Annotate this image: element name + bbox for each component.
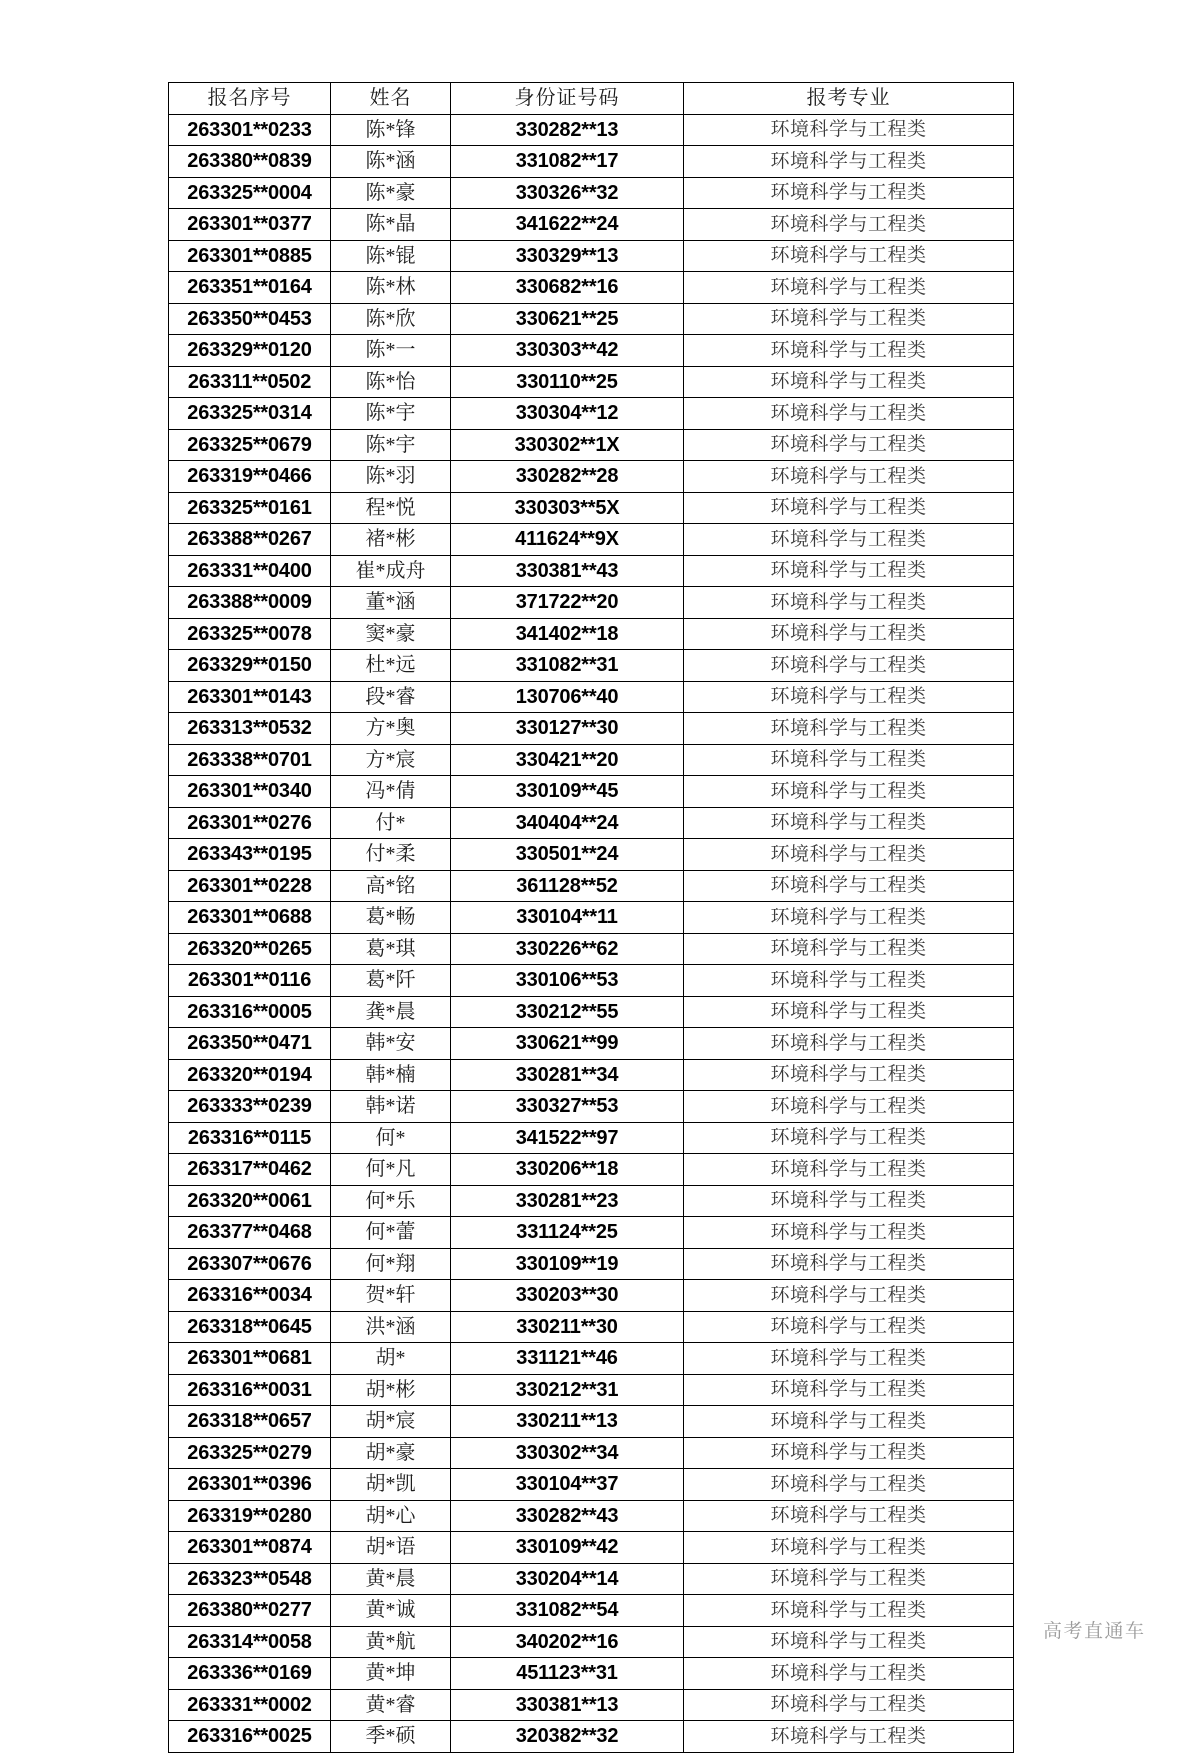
cell-name: 黄*航 bbox=[331, 1626, 451, 1658]
cell-idcard: 330329**13 bbox=[451, 240, 684, 272]
cell-serial: 263301**0396 bbox=[169, 1469, 331, 1501]
cell-name: 葛*琪 bbox=[331, 933, 451, 965]
cell-name: 陈*涵 bbox=[331, 146, 451, 178]
cell-idcard: 330381**43 bbox=[451, 555, 684, 587]
table-row bbox=[169, 1374, 1014, 1406]
cell-serial: 263343**0195 bbox=[169, 839, 331, 871]
table-row bbox=[169, 618, 1014, 650]
cell-serial: 263325**0314 bbox=[169, 398, 331, 430]
cell-idcard: 361128**52 bbox=[451, 870, 684, 902]
table-row bbox=[169, 1028, 1014, 1060]
cell-major: 环境科学与工程类 bbox=[684, 1217, 1014, 1249]
cell-idcard: 330110**25 bbox=[451, 366, 684, 398]
cell-idcard: 330421**20 bbox=[451, 744, 684, 776]
cell-name: 方*宸 bbox=[331, 744, 451, 776]
cell-name: 黄*诚 bbox=[331, 1595, 451, 1627]
cell-idcard: 330621**99 bbox=[451, 1028, 684, 1060]
cell-name: 何*凡 bbox=[331, 1154, 451, 1186]
cell-major: 环境科学与工程类 bbox=[684, 1185, 1014, 1217]
table-row bbox=[169, 146, 1014, 178]
cell-name: 胡*凯 bbox=[331, 1469, 451, 1501]
cell-serial: 263307**0676 bbox=[169, 1248, 331, 1280]
cell-serial: 263325**0004 bbox=[169, 177, 331, 209]
cell-idcard: 330109**45 bbox=[451, 776, 684, 808]
table-row bbox=[169, 1595, 1014, 1627]
table-row bbox=[169, 177, 1014, 209]
table-row bbox=[169, 1343, 1014, 1375]
cell-name: 董*涵 bbox=[331, 587, 451, 619]
cell-name: 何*翔 bbox=[331, 1248, 451, 1280]
cell-major: 环境科学与工程类 bbox=[684, 902, 1014, 934]
cell-name: 胡*心 bbox=[331, 1500, 451, 1532]
cell-serial: 263316**0115 bbox=[169, 1122, 331, 1154]
table-row bbox=[169, 870, 1014, 902]
applicant-roster-table bbox=[168, 82, 1014, 1753]
table-row bbox=[169, 272, 1014, 304]
cell-serial: 263319**0466 bbox=[169, 461, 331, 493]
cell-name: 陈*林 bbox=[331, 272, 451, 304]
cell-name: 葛*阡 bbox=[331, 965, 451, 997]
cell-major: 环境科学与工程类 bbox=[684, 1626, 1014, 1658]
cell-name: 杜*远 bbox=[331, 650, 451, 682]
table-row bbox=[169, 1406, 1014, 1438]
cell-name: 葛*畅 bbox=[331, 902, 451, 934]
table-row bbox=[169, 366, 1014, 398]
cell-serial: 263301**0377 bbox=[169, 209, 331, 241]
cell-name: 陈*一 bbox=[331, 335, 451, 367]
cell-major: 环境科学与工程类 bbox=[684, 335, 1014, 367]
column-header-name: 姓名 bbox=[331, 83, 451, 115]
table-row bbox=[169, 429, 1014, 461]
cell-idcard: 330104**37 bbox=[451, 1469, 684, 1501]
cell-major: 环境科学与工程类 bbox=[684, 870, 1014, 902]
cell-name: 季*硕 bbox=[331, 1721, 451, 1753]
table-row bbox=[169, 1059, 1014, 1091]
cell-idcard: 330381**13 bbox=[451, 1689, 684, 1721]
cell-major: 环境科学与工程类 bbox=[684, 366, 1014, 398]
cell-name: 何*蕾 bbox=[331, 1217, 451, 1249]
table-row bbox=[169, 1532, 1014, 1564]
cell-serial: 263325**0161 bbox=[169, 492, 331, 524]
cell-idcard: 330104**11 bbox=[451, 902, 684, 934]
cell-serial: 263301**0116 bbox=[169, 965, 331, 997]
column-header-major: 报考专业 bbox=[684, 83, 1014, 115]
cell-serial: 263313**0532 bbox=[169, 713, 331, 745]
cell-idcard: 331124**25 bbox=[451, 1217, 684, 1249]
cell-major: 环境科学与工程类 bbox=[684, 618, 1014, 650]
column-header-serial: 报名序号 bbox=[169, 83, 331, 115]
cell-major: 环境科学与工程类 bbox=[684, 1595, 1014, 1627]
cell-serial: 263316**0005 bbox=[169, 996, 331, 1028]
column-header-idcard: 身份证号码 bbox=[451, 83, 684, 115]
cell-idcard: 130706**40 bbox=[451, 681, 684, 713]
cell-serial: 263377**0468 bbox=[169, 1217, 331, 1249]
cell-idcard: 320382**32 bbox=[451, 1721, 684, 1753]
table-row bbox=[169, 524, 1014, 556]
cell-serial: 263350**0471 bbox=[169, 1028, 331, 1060]
cell-serial: 263318**0645 bbox=[169, 1311, 331, 1343]
cell-major: 环境科学与工程类 bbox=[684, 1311, 1014, 1343]
table-row bbox=[169, 681, 1014, 713]
cell-idcard: 331082**31 bbox=[451, 650, 684, 682]
cell-name: 韩*安 bbox=[331, 1028, 451, 1060]
cell-name: 胡*语 bbox=[331, 1532, 451, 1564]
cell-idcard: 411624**9X bbox=[451, 524, 684, 556]
cell-name: 方*奥 bbox=[331, 713, 451, 745]
table-row bbox=[169, 776, 1014, 808]
cell-idcard: 330281**23 bbox=[451, 1185, 684, 1217]
cell-major: 环境科学与工程类 bbox=[684, 1469, 1014, 1501]
table-row bbox=[169, 744, 1014, 776]
cell-name: 付* bbox=[331, 807, 451, 839]
cell-major: 环境科学与工程类 bbox=[684, 398, 1014, 430]
cell-serial: 263388**0009 bbox=[169, 587, 331, 619]
cell-serial: 263316**0031 bbox=[169, 1374, 331, 1406]
cell-serial: 263301**0276 bbox=[169, 807, 331, 839]
cell-name: 韩*诺 bbox=[331, 1091, 451, 1123]
table-row bbox=[169, 461, 1014, 493]
table-row bbox=[169, 492, 1014, 524]
table-row bbox=[169, 1248, 1014, 1280]
cell-name: 胡*豪 bbox=[331, 1437, 451, 1469]
cell-major: 环境科学与工程类 bbox=[684, 933, 1014, 965]
cell-name: 韩*楠 bbox=[331, 1059, 451, 1091]
cell-name: 黄*坤 bbox=[331, 1658, 451, 1690]
cell-serial: 263336**0169 bbox=[169, 1658, 331, 1690]
table-row bbox=[169, 1721, 1014, 1753]
cell-idcard: 330211**13 bbox=[451, 1406, 684, 1438]
cell-name: 程*悦 bbox=[331, 492, 451, 524]
cell-serial: 263301**0874 bbox=[169, 1532, 331, 1564]
cell-name: 何*乐 bbox=[331, 1185, 451, 1217]
cell-serial: 263338**0701 bbox=[169, 744, 331, 776]
cell-name: 洪*涵 bbox=[331, 1311, 451, 1343]
cell-serial: 263331**0002 bbox=[169, 1689, 331, 1721]
cell-major: 环境科学与工程类 bbox=[684, 1028, 1014, 1060]
table-row bbox=[169, 1658, 1014, 1690]
table-row bbox=[169, 1154, 1014, 1186]
table-row bbox=[169, 587, 1014, 619]
cell-major: 环境科学与工程类 bbox=[684, 839, 1014, 871]
cell-serial: 263323**0548 bbox=[169, 1563, 331, 1595]
cell-name: 陈*怡 bbox=[331, 366, 451, 398]
table-row bbox=[169, 965, 1014, 997]
cell-major: 环境科学与工程类 bbox=[684, 1343, 1014, 1375]
cell-major: 环境科学与工程类 bbox=[684, 1122, 1014, 1154]
cell-major: 环境科学与工程类 bbox=[684, 146, 1014, 178]
cell-serial: 263301**0143 bbox=[169, 681, 331, 713]
cell-name: 陈*锟 bbox=[331, 240, 451, 272]
cell-major: 环境科学与工程类 bbox=[684, 303, 1014, 335]
cell-idcard: 330212**31 bbox=[451, 1374, 684, 1406]
table-row bbox=[169, 1280, 1014, 1312]
cell-major: 环境科学与工程类 bbox=[684, 587, 1014, 619]
cell-major: 环境科学与工程类 bbox=[684, 209, 1014, 241]
cell-serial: 263301**0688 bbox=[169, 902, 331, 934]
cell-serial: 263301**0340 bbox=[169, 776, 331, 808]
cell-serial: 263380**0839 bbox=[169, 146, 331, 178]
cell-idcard: 330327**53 bbox=[451, 1091, 684, 1123]
cell-idcard: 330106**53 bbox=[451, 965, 684, 997]
cell-serial: 263333**0239 bbox=[169, 1091, 331, 1123]
cell-major: 环境科学与工程类 bbox=[684, 1689, 1014, 1721]
table-row bbox=[169, 807, 1014, 839]
cell-major: 环境科学与工程类 bbox=[684, 744, 1014, 776]
cell-idcard: 341402**18 bbox=[451, 618, 684, 650]
cell-serial: 263301**0233 bbox=[169, 114, 331, 146]
cell-name: 陈*豪 bbox=[331, 177, 451, 209]
cell-major: 环境科学与工程类 bbox=[684, 1059, 1014, 1091]
cell-idcard: 330281**34 bbox=[451, 1059, 684, 1091]
table-row bbox=[169, 902, 1014, 934]
table-header bbox=[169, 83, 1014, 115]
cell-major: 环境科学与工程类 bbox=[684, 776, 1014, 808]
table-row bbox=[169, 1563, 1014, 1595]
cell-idcard: 340202**16 bbox=[451, 1626, 684, 1658]
cell-name: 陈*宇 bbox=[331, 398, 451, 430]
cell-idcard: 330282**28 bbox=[451, 461, 684, 493]
cell-serial: 263320**0194 bbox=[169, 1059, 331, 1091]
cell-idcard: 330109**19 bbox=[451, 1248, 684, 1280]
table-row bbox=[169, 398, 1014, 430]
cell-serial: 263325**0679 bbox=[169, 429, 331, 461]
cell-idcard: 330204**14 bbox=[451, 1563, 684, 1595]
cell-serial: 263350**0453 bbox=[169, 303, 331, 335]
table-header-row bbox=[169, 83, 1014, 115]
cell-idcard: 330326**32 bbox=[451, 177, 684, 209]
cell-major: 环境科学与工程类 bbox=[684, 1437, 1014, 1469]
table-row bbox=[169, 996, 1014, 1028]
cell-idcard: 451123**31 bbox=[451, 1658, 684, 1690]
cell-name: 段*睿 bbox=[331, 681, 451, 713]
cell-idcard: 330109**42 bbox=[451, 1532, 684, 1564]
table-row bbox=[169, 555, 1014, 587]
cell-major: 环境科学与工程类 bbox=[684, 1406, 1014, 1438]
cell-major: 环境科学与工程类 bbox=[684, 681, 1014, 713]
cell-serial: 263314**0058 bbox=[169, 1626, 331, 1658]
cell-major: 环境科学与工程类 bbox=[684, 492, 1014, 524]
cell-major: 环境科学与工程类 bbox=[684, 713, 1014, 745]
cell-major: 环境科学与工程类 bbox=[684, 650, 1014, 682]
cell-name: 褚*彬 bbox=[331, 524, 451, 556]
cell-serial: 263331**0400 bbox=[169, 555, 331, 587]
cell-idcard: 330303**5X bbox=[451, 492, 684, 524]
cell-idcard: 330282**13 bbox=[451, 114, 684, 146]
cell-idcard: 330226**62 bbox=[451, 933, 684, 965]
cell-serial: 263329**0150 bbox=[169, 650, 331, 682]
cell-idcard: 330211**30 bbox=[451, 1311, 684, 1343]
cell-idcard: 330501**24 bbox=[451, 839, 684, 871]
cell-major: 环境科学与工程类 bbox=[684, 1721, 1014, 1753]
cell-name: 陈*宇 bbox=[331, 429, 451, 461]
cell-name: 高*铭 bbox=[331, 870, 451, 902]
table-row bbox=[169, 1217, 1014, 1249]
table-row bbox=[169, 933, 1014, 965]
cell-name: 付*柔 bbox=[331, 839, 451, 871]
cell-major: 环境科学与工程类 bbox=[684, 1374, 1014, 1406]
cell-idcard: 341622**24 bbox=[451, 209, 684, 241]
cell-idcard: 340404**24 bbox=[451, 807, 684, 839]
table-row bbox=[169, 1469, 1014, 1501]
table-row bbox=[169, 240, 1014, 272]
cell-major: 环境科学与工程类 bbox=[684, 272, 1014, 304]
cell-serial: 263301**0681 bbox=[169, 1343, 331, 1375]
cell-name: 胡* bbox=[331, 1343, 451, 1375]
cell-idcard: 331082**17 bbox=[451, 146, 684, 178]
cell-major: 环境科学与工程类 bbox=[684, 996, 1014, 1028]
cell-idcard: 341522**97 bbox=[451, 1122, 684, 1154]
cell-name: 陈*晶 bbox=[331, 209, 451, 241]
cell-idcard: 371722**20 bbox=[451, 587, 684, 619]
cell-serial: 263388**0267 bbox=[169, 524, 331, 556]
table-row bbox=[169, 1185, 1014, 1217]
cell-name: 陈*欣 bbox=[331, 303, 451, 335]
cell-serial: 263320**0265 bbox=[169, 933, 331, 965]
table-row bbox=[169, 1626, 1014, 1658]
table-row bbox=[169, 1122, 1014, 1154]
cell-serial: 263316**0034 bbox=[169, 1280, 331, 1312]
cell-idcard: 330212**55 bbox=[451, 996, 684, 1028]
cell-serial: 263320**0061 bbox=[169, 1185, 331, 1217]
cell-serial: 263351**0164 bbox=[169, 272, 331, 304]
table-row bbox=[169, 114, 1014, 146]
cell-serial: 263325**0279 bbox=[169, 1437, 331, 1469]
cell-serial: 263329**0120 bbox=[169, 335, 331, 367]
cell-major: 环境科学与工程类 bbox=[684, 1154, 1014, 1186]
cell-major: 环境科学与工程类 bbox=[684, 555, 1014, 587]
cell-name: 贺*轩 bbox=[331, 1280, 451, 1312]
cell-major: 环境科学与工程类 bbox=[684, 429, 1014, 461]
cell-name: 胡*宸 bbox=[331, 1406, 451, 1438]
cell-name: 陈*羽 bbox=[331, 461, 451, 493]
cell-name: 崔*成舟 bbox=[331, 555, 451, 587]
cell-serial: 263301**0228 bbox=[169, 870, 331, 902]
cell-serial: 263317**0462 bbox=[169, 1154, 331, 1186]
cell-idcard: 330127**30 bbox=[451, 713, 684, 745]
cell-major: 环境科学与工程类 bbox=[684, 1563, 1014, 1595]
cell-name: 何* bbox=[331, 1122, 451, 1154]
cell-major: 环境科学与工程类 bbox=[684, 965, 1014, 997]
cell-major: 环境科学与工程类 bbox=[684, 524, 1014, 556]
cell-idcard: 330203**30 bbox=[451, 1280, 684, 1312]
cell-idcard: 330621**25 bbox=[451, 303, 684, 335]
cell-major: 环境科学与工程类 bbox=[684, 1091, 1014, 1123]
cell-idcard: 330303**42 bbox=[451, 335, 684, 367]
cell-serial: 263319**0280 bbox=[169, 1500, 331, 1532]
table-row bbox=[169, 1091, 1014, 1123]
cell-idcard: 330304**12 bbox=[451, 398, 684, 430]
cell-idcard: 330682**16 bbox=[451, 272, 684, 304]
cell-idcard: 330302**34 bbox=[451, 1437, 684, 1469]
cell-major: 环境科学与工程类 bbox=[684, 461, 1014, 493]
cell-serial: 263316**0025 bbox=[169, 1721, 331, 1753]
cell-idcard: 331082**54 bbox=[451, 1595, 684, 1627]
cell-idcard: 331121**46 bbox=[451, 1343, 684, 1375]
cell-idcard: 330302**1X bbox=[451, 429, 684, 461]
cell-major: 环境科学与工程类 bbox=[684, 114, 1014, 146]
cell-idcard: 330282**43 bbox=[451, 1500, 684, 1532]
cell-name: 冯*倩 bbox=[331, 776, 451, 808]
cell-major: 环境科学与工程类 bbox=[684, 1658, 1014, 1690]
cell-name: 龚*晨 bbox=[331, 996, 451, 1028]
cell-serial: 263311**0502 bbox=[169, 366, 331, 398]
table-row bbox=[169, 1500, 1014, 1532]
cell-name: 陈*锋 bbox=[331, 114, 451, 146]
table-row bbox=[169, 650, 1014, 682]
cell-name: 黄*晨 bbox=[331, 1563, 451, 1595]
table-row bbox=[169, 1311, 1014, 1343]
cell-serial: 263380**0277 bbox=[169, 1595, 331, 1627]
table-row bbox=[169, 335, 1014, 367]
cell-idcard: 330206**18 bbox=[451, 1154, 684, 1186]
watermark: 高考直通车 bbox=[1043, 1621, 1146, 1642]
table-row bbox=[169, 713, 1014, 745]
cell-name: 窦*豪 bbox=[331, 618, 451, 650]
cell-major: 环境科学与工程类 bbox=[684, 1280, 1014, 1312]
cell-name: 胡*彬 bbox=[331, 1374, 451, 1406]
cell-major: 环境科学与工程类 bbox=[684, 1500, 1014, 1532]
cell-major: 环境科学与工程类 bbox=[684, 1248, 1014, 1280]
cell-major: 环境科学与工程类 bbox=[684, 807, 1014, 839]
cell-serial: 263301**0885 bbox=[169, 240, 331, 272]
table-body bbox=[169, 114, 1014, 1752]
cell-major: 环境科学与工程类 bbox=[684, 1532, 1014, 1564]
table-row bbox=[169, 303, 1014, 335]
table-row bbox=[169, 1689, 1014, 1721]
cell-major: 环境科学与工程类 bbox=[684, 240, 1014, 272]
cell-name: 黄*睿 bbox=[331, 1689, 451, 1721]
cell-serial: 263318**0657 bbox=[169, 1406, 331, 1438]
cell-serial: 263325**0078 bbox=[169, 618, 331, 650]
table-row bbox=[169, 209, 1014, 241]
table-row bbox=[169, 839, 1014, 871]
table-row bbox=[169, 1437, 1014, 1469]
cell-major: 环境科学与工程类 bbox=[684, 177, 1014, 209]
